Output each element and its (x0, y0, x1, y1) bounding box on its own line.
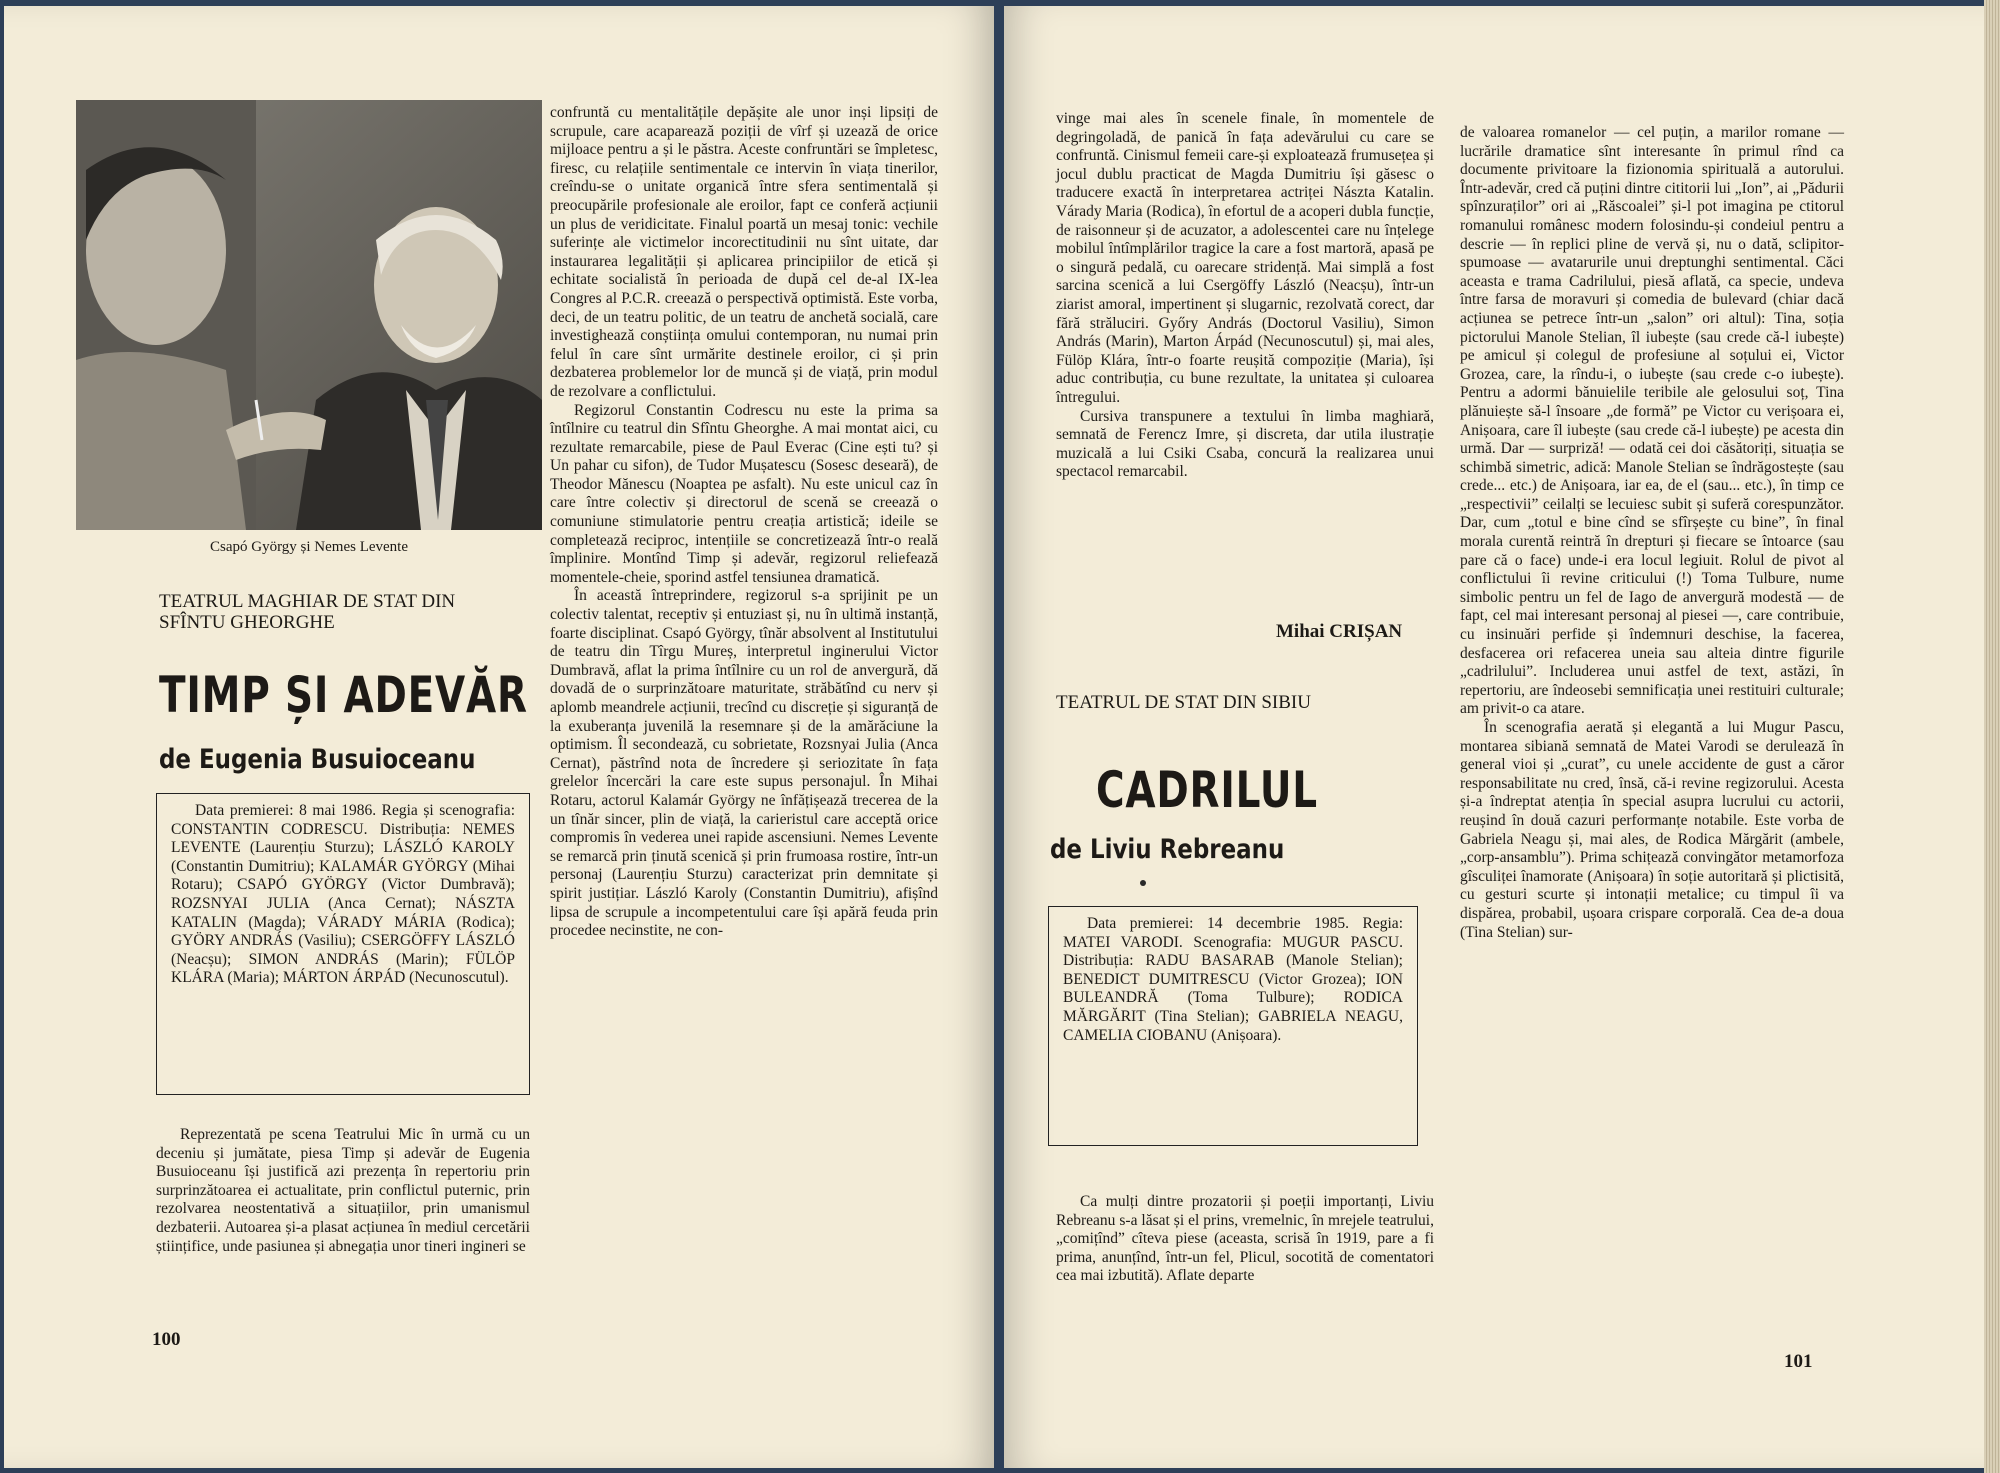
paragraph: În scenografia aerată și elegantă a lui Mugur Pascu, montarea sibiană semnată de Matei Varodi se derulează în general vioi și „curat”, cu unele accidente de gust a căror responsabilitate nu cred, însă, că-i revine regizorului. Acesta și-a îndreptat atenția în special asupra lucrului cu actorii, reușind în două cazuri performanțe notabile. Este vorba de Gabriela Neagu și, mai ales, de Rodica Mărgărit (ambele, „corp-ansamblu”). Prima schițează convingător metamorfoza gîsculiței înamorate (Anișoara) în soție autoritară și plictisită, cu gesturi scurte și intonații metalice; cu timpul îi va dispărea, probabil, ușoara crispare corporală. Cea de-a doua (Tina Stelian) sur- (1460, 719, 1844, 941)
credits-box (156, 793, 530, 1095)
paragraph: de valoarea romanelor — cel puțin, a marilor romane — lucrările dramatice sînt interesante în primul rînd ca documente privitoare la fizionomia spirituală a autorului. Într-adevăr, cred că puțini dintre cititorii lui „Ion”, ai „Pădurii spînzuraților” ori ai „Răscoalei” și-l pot imagina pe ctitorul romanului românesc modern folosindu-și condeiul pentru a descrie — în replici pline de vervă și, nu o dată, sclipitor-spumoase — avatarurile unui dreptunghi sentimental. Căci aceasta e trama Cadrilului, piesă aflată, ca specie, undeva între farsa de moravuri și comedia de bulevard (chiar dacă acțiunea se petrece într-un „salon” ori altul): Tina, soția pictorului Manole Stelian, îl iubește (sau crede că-l iubește) pe amicul și colegul de profesiune al soțului ei, Victor Grozea, care, la rîndu-i, o iubește (sau crede c-o iubește). Pentru a adormi bănuielile teribile ale gelosului soț, Tina plănuiește să-l însoare „de formă” pe Victor cu verișoara ei, Anișoara, care îl iubește (sau crede că-l iubește) pe acesta din urmă. Dar — surpriză! — odată cei doi căsătoriți, situația se schimbă simetric, adică: Manole Stelian se îndrăgostește (sau crede... etc.) de Anișoara, iar ea, de el (sau... etc.), în timp ce „respectivii” ceilalți se lecuiesc subit și suferă corespunzător. Dar, cum „totul e bine cînd se sfîrșește cu bine”, în final morala curentă reintră în drepturi și fiecare se întoarce (sau pare că o face) unde-i era locul legiuit. Rolul de pivot al conflictului îi revine criticului (!) Toma Tulbure, nume simbolic pentru un fel de Iago de anvergură modestă — de fapt, cel mai interesant personaj al piesei —, care contribuie, cu insinuări perfide și îndemnuri deschise, la facerea, desfacerea ori refacerea uneia sau alteia dintre figurile „cadrilului”. Includerea unui astfel de text, astăzi, în repertoriu, are îndeosebi semnificația unei restituiri culturale; am privit-o ca atare. (1460, 124, 1844, 718)
printed-dot (1140, 880, 1146, 886)
paragraph: Reprezentată pe scena Teatrului Mic în urmă cu un deceniu și jumătate, piesa Timp și adevăr de Eugenia Busuioceanu își justifică azi prezența în repertoriu prin surprinzătoarea ei actualitate, prin conflictul puternic, prin rezolvarea neostentativă a situațiilor, prin umanismul dezbaterii. Autoarea și-a plasat acțiunea în mediul cercetării științifice, unde pasiunea și abnegația unor tineri ingineri se (156, 1126, 530, 1255)
play-author: de Eugenia Busuioceanu (159, 744, 476, 775)
page-number: 100 (152, 1329, 181, 1350)
paragraph: vinge mai ales în scenele finale, în momentele de degringoladă, de panică în fața adevărului cu care se confruntă. Cinismul femeii care-și exploatează frumusețea și jocul dublu practicat de Magda Dumitriu își găsesc o traducere exactă în interpretarea actriței Nászta Katalin. Várady Maria (Rodica), în efortul de a acoperi dubla funcție, de raisonneur și de acuzator, a adolescentei care nu înțelege mobilul întîmplărilor tragice la care a fost martoră, apasă pe o singură pedală, cu oarecare stridență. Mai simplă a fost sarcina scenică a lui Csergöffy László (Neacșu), într-un ziarist amoral, impertinent și slugarnic, rezolvată corect, dar fără străluciri. Győry András (Doctorul Vasiliu), Simon András (Marin), Marton Árpád (Necunoscutul) și, mai ales, Fülöp Klára, într-o foarte reușită compoziție (Maria), își aduc contribuția, cu bune rezultate, la unitatea și culoarea întregului. (1056, 110, 1434, 406)
left-column-2 (550, 104, 938, 941)
play-title: CADRILUL (1096, 761, 1318, 819)
photo-caption: Csapó György și Nemes Levente (209, 539, 409, 555)
play-author: de Liviu Rebreanu (1050, 834, 1285, 865)
paragraph: Regizorul Constantin Codrescu nu este la prima sa întîlnire cu teatrul din Sfîntu Gheorghe. A mai montat aici, cu rezultate remarcabile, piese de Paul Everac (Cine ești tu? și Un pahar cu sifon), de Tudor Mușatescu (Sosesc deseară), de Theodor Mănescu (Noaptea pe asfalt). Nu este unicul caz în care între colectiv și directorul de scenă se creează o comuniune stimulatorie pentru creația artistică; ideile se completează reciproc, intențiile se concretizează într-o reală împlinire. Montînd Timp și adevăr, regizorul reliefează momentele-cheie, sporind astfel tensiunea dramatică. (550, 401, 938, 586)
page-number: 101 (1784, 1351, 1813, 1372)
theatre-heading: TEATRUL DE STAT DIN SIBIU (1056, 692, 1311, 713)
left-page (4, 6, 994, 1468)
right-column-1-lower (1056, 1193, 1434, 1286)
right-column-1 (1056, 110, 1434, 482)
right-page (1004, 6, 1984, 1468)
play-title: TIMP ȘI ADEVĂR (159, 666, 528, 724)
production-photo (76, 100, 542, 530)
paragraph: Cursiva transpunere a textului în limba maghiară, semnată de Ferencz Imre, și discreta, dar utila ilustrație muzicală a lui Csiki Csaba, concură la realizarea unui spectacol remarcabil. (1056, 407, 1434, 481)
credits-box (1048, 906, 1418, 1146)
right-column-2 (1460, 124, 1844, 942)
paragraph: confruntă cu mentalitățile depășite ale unor inși lipsiți de scrupule, care acaparează poziții de vîrf și uzează de orice mijloace pentru a și le păstra. Aceste confruntări se împletesc, firesc, cu relațiile sentimentale ce intervin în viața tinerilor, creîndu-se o unitate organică între sfera sentimentală și preocupările profesionale ale eroilor, fapt ce conferă acțiunii un plus de veridicitate. Finalul poartă un mesaj tonic: vechile suferințe ale victimelor incorectitudinii nu sînt uitate, dar instaurarea legalității și aplicarea principiilor de etică și echitate socialistă în perioada de după cel de-al IX-lea Congres al P.C.R. creează o perspectivă optimistă. Este vorba, deci, de un teatru politic, de un teatru de anchetă socială, care investighează conștiința omului contemporan, nu numai prin felul în care sînt urmărite destinele eroilor, ci și prin dezbaterea problemelor lor de muncă și de viață, prin modul de rezolvare a conflictului. (550, 104, 938, 400)
left-column-1 (156, 1126, 530, 1256)
photo-image (76, 100, 542, 530)
paragraph: În această întreprindere, regizorul s-a sprijinit pe un colectiv talentat, receptiv și entuziast și, nu în ultimă instanță, foarte disciplinat. Csapó György, tînăr absolvent al Institutului de teatru din Tîrgu Mureș, interpretul inginerului Victor Dumbravă, aflat la prima întîlnire cu un rol de anvergură, dă dovadă de o surprinzătoare maturitate, străbătînd cu nerv și aplomb meandrele acțiunii, trecînd cu discreție și siguranță de la exuberanța juvenilă la resemnare și de la amărăciune la optimism. Îl secondează, cu sobrietate, Rozsnyai Julia (Anca Cernat), păstrînd nota de încredere și seriozitate în fața grelelor încercări la care este supus personajul. În Mihai Rotaru, actorul Kalamár György ne înfățișează trecerea de la un tînăr sincer, plin de viață, la carieristul care acceptă orice compromis în vederea unei rapide ascensiuni. Nemes Levente se remarcă prin ținută scenică și prin frumoasa rostire, într-un personaj (Laurențiu Sturzu) caracterizat prin demnitate și spirit justițiar. László Karoly (Constantin Dumitriu), afișînd lipsa de scrupule a incompetentului care își apără feuda prin procedee necinstite, ne con- (550, 587, 938, 940)
theatre-heading: TEATRUL MAGHIAR DE STAT DIN SFÎNTU GHEORGHE (159, 591, 456, 634)
page-edges (1984, 0, 2000, 1473)
credits-text: Data premierei: 8 mai 1986. Regia și scenografia: CONSTANTIN CODRESCU. Distribuția: NEMES LEVENTE (Laurențiu Sturzu); LÁSZLÓ KAROLY (Constantin Dumitriu); KALAMÁR GYÖRGY (Mihai Rotaru); CSAPÓ GYÖRGY (Victor Dumbravă); ROZSNYAI JULIA (Anca Cernat); NÁSZTA KATALIN (Magda); VÁRADY MÁRIA (Rodica); GYÖRY ANDRÁS (Vasiliu); CSERGÖFFY LÁSZLÓ (Neacșu); SIMON ANDRÁS (Marin); FÜLÖP KLÁRA (Maria); MÁRTON ÁRPÁD (Necunoscutul). (171, 802, 515, 987)
author-signature: Mihai CRIȘAN (1276, 621, 1403, 642)
credits-text: Data premierei: 14 decembrie 1985. Regia: MATEI VARODI. Scenografia: MUGUR PASCU. Distribuția: RADU BASARAB (Manole Stelian); BENEDICT DUMITRESCU (Victor Grozea); ION BULEANDRĂ (Toma Tulbure); RODICA MĂRGĂRIT (Tina Stelian); GABRIELA NEAGU, CAMELIA CIOBANU (Anișoara). (1063, 915, 1403, 1044)
paragraph: Ca mulți dintre prozatorii și poeții importanți, Liviu Rebreanu s-a lăsat și el prins, vremelnic, în mrejele teatrului, „comițînd” cîteva piese (aceasta, scrisă în 1919, pare a fi prima, anunțînd, într-un fel, Plicul, socotită de comentatori cea mai izbutită). Aflate departe (1056, 1193, 1434, 1285)
